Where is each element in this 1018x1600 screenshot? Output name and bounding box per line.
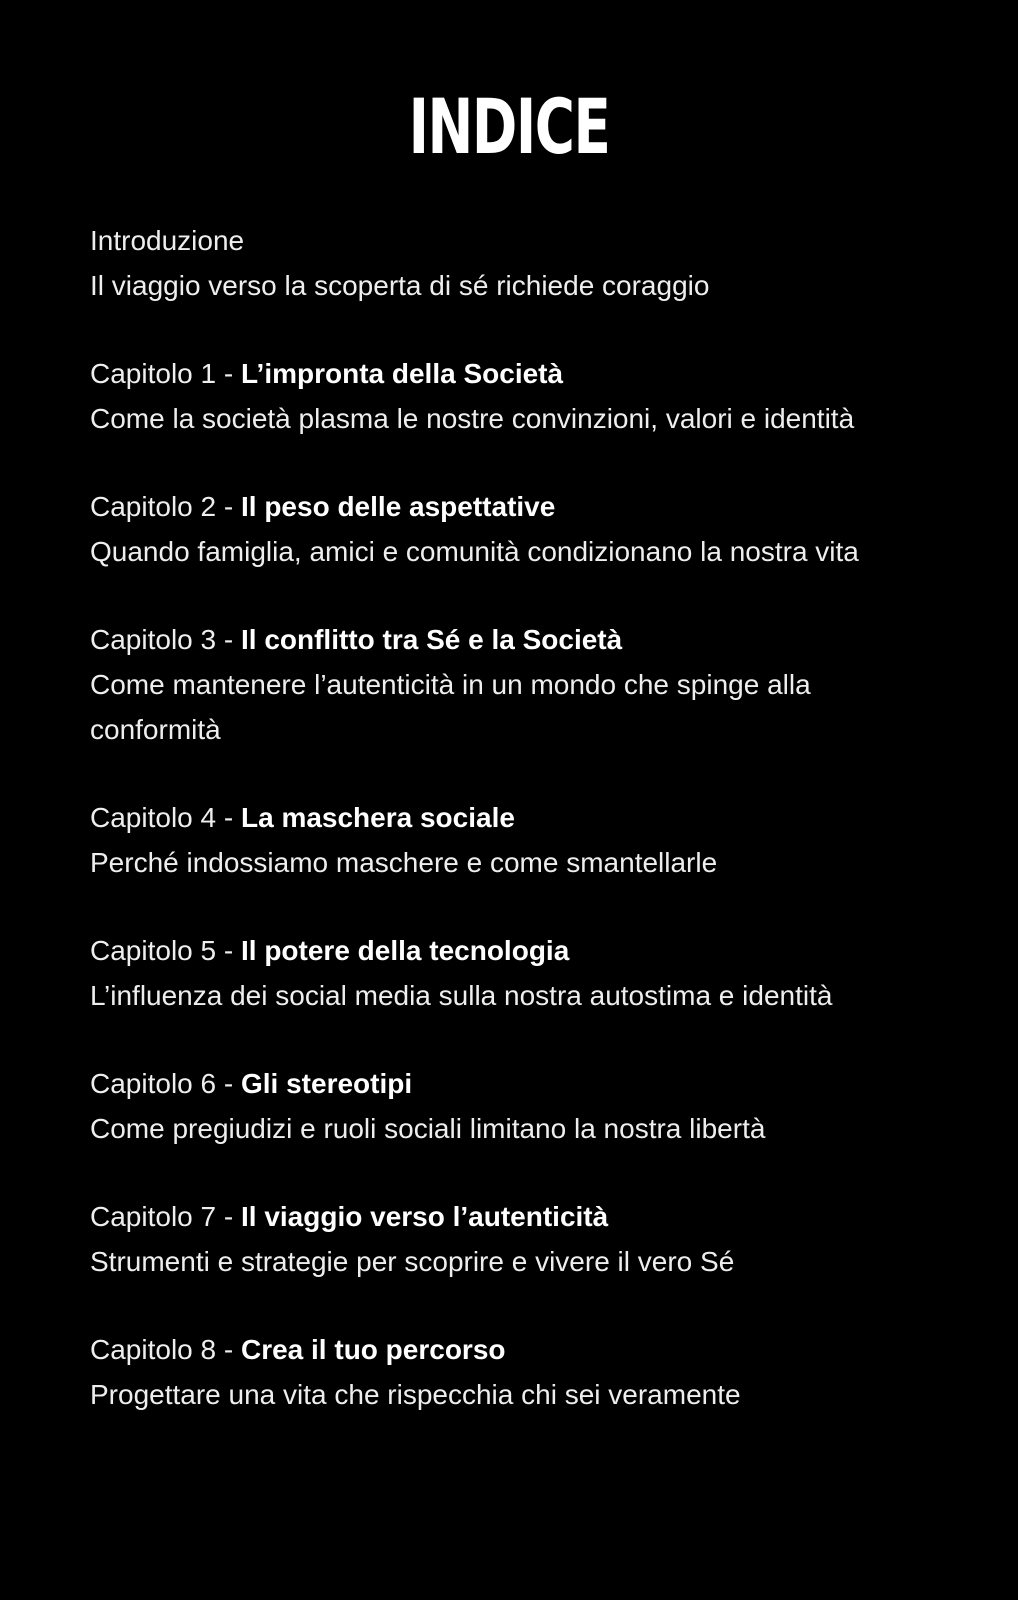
toc-entry-chapter-7 [90, 1194, 950, 1284]
chapter-description: Perché indossiamo maschere e come smantellarle [90, 847, 718, 878]
chapter-number: Capitolo 2 [90, 491, 217, 522]
chapter-heading [90, 1061, 950, 1106]
chapter-description: Strumenti e strategie per scoprire e vivere il vero Sé [90, 1246, 735, 1277]
chapter-title: Il peso delle aspettative [240, 491, 556, 522]
chapter-title: Il viaggio verso l’autenticità [240, 1201, 609, 1232]
chapter-separator: - [216, 491, 241, 522]
chapter-separator: - [216, 1334, 241, 1365]
toc-entry-chapter-4 [90, 795, 950, 885]
chapter-description: Come pregiudizi e ruoli sociali limitano la nostra libertà [90, 1113, 766, 1144]
toc-entry-chapter-8 [90, 1327, 950, 1417]
chapter-number: Capitolo 4 [90, 802, 217, 833]
chapter-number: Capitolo 8 [90, 1334, 217, 1365]
chapter-description: Quando famiglia, amici e comunità condizionano la nostra vita [90, 536, 859, 567]
chapter-separator: - [216, 1201, 241, 1232]
chapter-separator: - [216, 935, 241, 966]
chapter-title: Crea il tuo percorso [240, 1334, 506, 1365]
page-title: INDICE [408, 82, 610, 171]
chapter-separator: - [216, 358, 241, 389]
chapter-heading [90, 1194, 950, 1239]
chapter-title: La maschera sociale [240, 802, 515, 833]
chapter-description: Come mantenere l’autenticità in un mondo che spinge alla conformità [90, 669, 811, 745]
chapter-heading [90, 617, 950, 662]
chapter-description: Come la società plasma le nostre convinzioni, valori e identità [90, 403, 855, 434]
toc-entry-chapter-6 [90, 1061, 950, 1151]
chapter-title: L’impronta della Società [240, 358, 564, 389]
chapter-heading [90, 1327, 950, 1372]
chapter-description: L’influenza dei social media sulla nostra autostima e identità [90, 980, 833, 1011]
chapter-heading [90, 795, 950, 840]
chapter-heading [90, 928, 950, 973]
chapter-description: Progettare una vita che rispecchia chi sei veramente [90, 1379, 741, 1410]
chapter-heading [90, 351, 950, 396]
chapter-separator: - [216, 624, 241, 655]
chapter-number: Capitolo 3 [90, 624, 217, 655]
toc-entry-intro [90, 218, 950, 308]
table-of-contents [90, 218, 950, 1460]
chapter-heading [90, 484, 950, 529]
toc-entry-chapter-1 [90, 351, 950, 441]
intro-description: Il viaggio verso la scoperta di sé richiede coraggio [90, 270, 710, 301]
toc-entry-chapter-3 [90, 617, 950, 752]
chapter-separator: - [216, 1068, 241, 1099]
chapter-number: Capitolo 7 [90, 1201, 217, 1232]
chapter-number: Capitolo 6 [90, 1068, 217, 1099]
toc-entry-chapter-5 [90, 928, 950, 1018]
intro-label: Introduzione [90, 225, 245, 256]
chapter-title: Il conflitto tra Sé e la Società [240, 624, 623, 655]
chapter-title: Gli stereotipi [240, 1068, 413, 1099]
chapter-number: Capitolo 1 [90, 358, 217, 389]
chapter-separator: - [216, 802, 241, 833]
chapter-title: Il potere della tecnologia [240, 935, 570, 966]
chapter-number: Capitolo 5 [90, 935, 217, 966]
toc-entry-chapter-2 [90, 484, 950, 574]
